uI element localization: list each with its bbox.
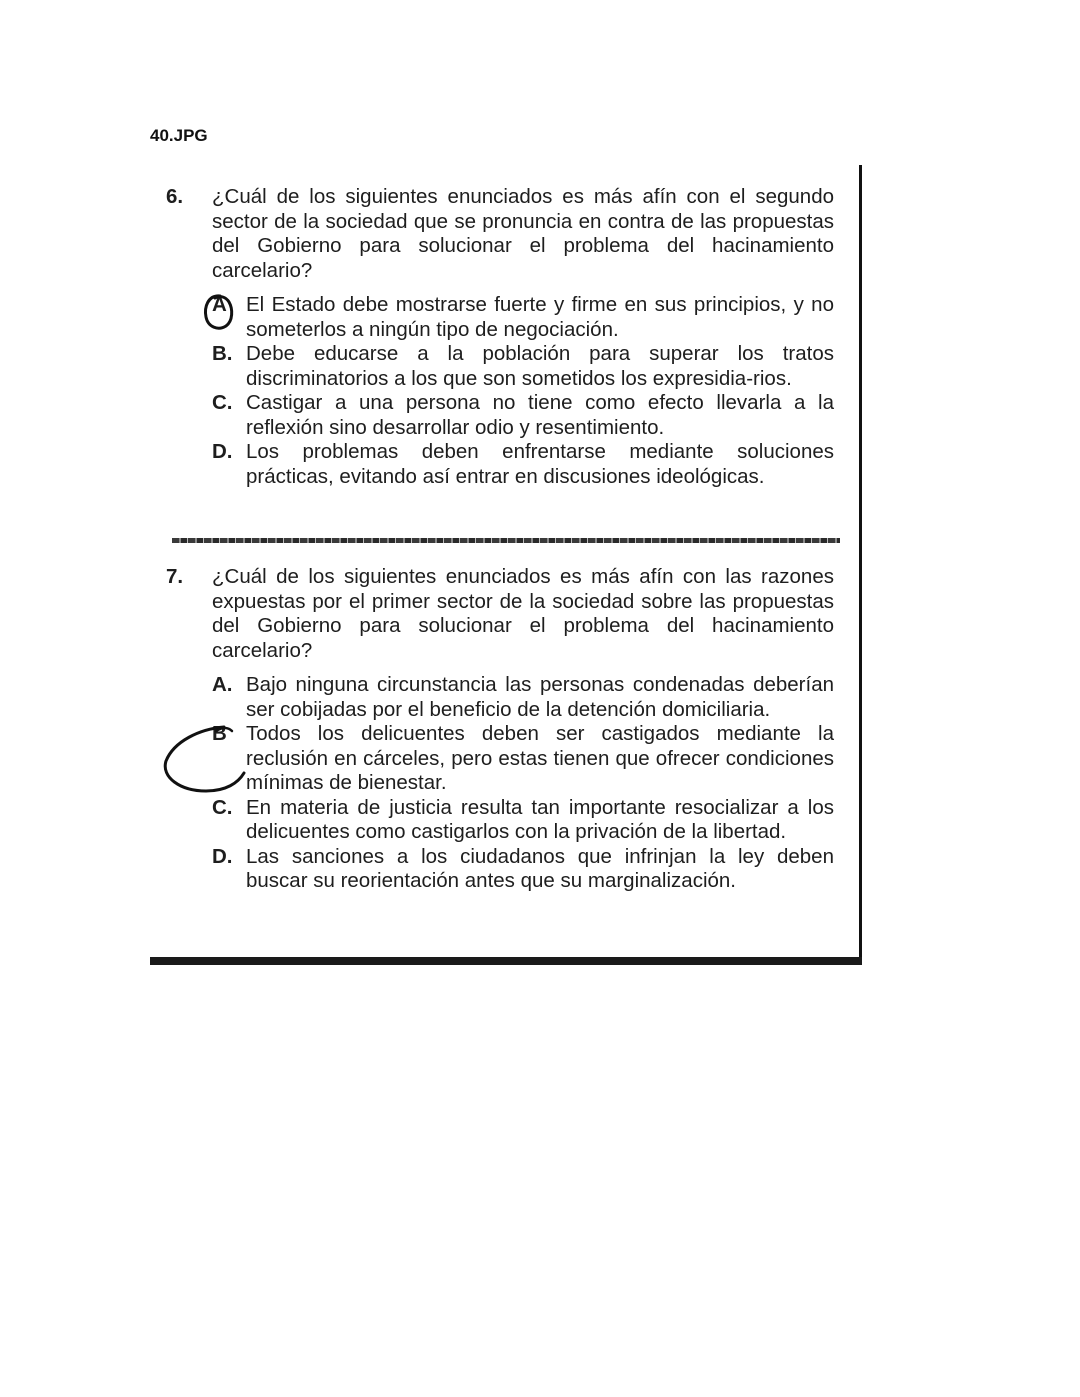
file-label: 40.JPG [150, 126, 208, 145]
option-list [212, 673, 834, 894]
option-letter: A. [212, 673, 233, 696]
option-c [212, 391, 834, 440]
option-c [212, 796, 834, 845]
question-6 [166, 185, 834, 489]
option-list [212, 293, 834, 489]
option-d [212, 440, 834, 489]
option-letter: A [212, 293, 227, 316]
option-a [212, 293, 834, 342]
option-letter: D. [212, 844, 233, 868]
option-text: Bajo ninguna circunstancia las personas condenadas deberían ser cobijadas por el beneficio de la detención domiciliaria. [246, 673, 834, 721]
option-text: En materia de justicia resulta tan importante resocializar a los delicuentes como castigarlos con la privación de la libertad. [246, 795, 834, 843]
option-text: El Estado debe mostrarse fuerte y firme en sus principios, y no someterlos a ningún tipo de negociación. [246, 293, 834, 341]
question-number: 7. [166, 565, 184, 588]
section-divider [172, 538, 840, 543]
question-7 [166, 565, 834, 894]
scan-right-border [859, 165, 862, 965]
option-text: Castigar a una persona no tiene como efecto llevarla a la reflexión sino desarrollar odio y resentimiento. [246, 391, 834, 439]
scanned-exam-page [150, 165, 862, 965]
option-text: Debe educarse a la población para superar los tratos discriminatorios a los que son sometidos los expresidia-rios. [246, 342, 834, 390]
question-number: 6. [166, 185, 184, 208]
question-stem: ¿Cuál de los siguientes enunciados es más afín con el segundo sector de la sociedad que se pronuncia en contra de las propuestas del Gobierno para solucionar el problema del hacinamiento carcelario? [212, 185, 834, 282]
scan-bottom-border [150, 957, 862, 965]
option-letter: B. [212, 342, 233, 365]
option-letter: C. [212, 795, 233, 819]
option-text: Los problemas deben enfrentarse mediante soluciones prácticas, evitando así entrar en discusiones ideológicas. [246, 440, 834, 488]
option-b [212, 342, 834, 391]
option-letter: D. [212, 440, 233, 463]
option-letter: B [212, 722, 227, 745]
option-d [212, 845, 834, 894]
option-text: Las sanciones a los ciudadanos que infrinjan la ley deben buscar su reorientación antes que su marginalización. [246, 844, 834, 892]
question-stem: ¿Cuál de los siguientes enunciados es más afín con las razones expuestas por el primer sector de la sociedad sobre las propuestas del Gobierno para solucionar el problema del hacinamiento carcelario? [212, 565, 834, 662]
option-letter: C. [212, 391, 233, 414]
option-b [212, 722, 834, 796]
option-text: Todos los delicuentes deben ser castigados mediante la reclusión en cárceles, pero estas tienen que ofrecer condiciones mínimas de bienestar. [246, 722, 834, 794]
option-a [212, 673, 834, 722]
